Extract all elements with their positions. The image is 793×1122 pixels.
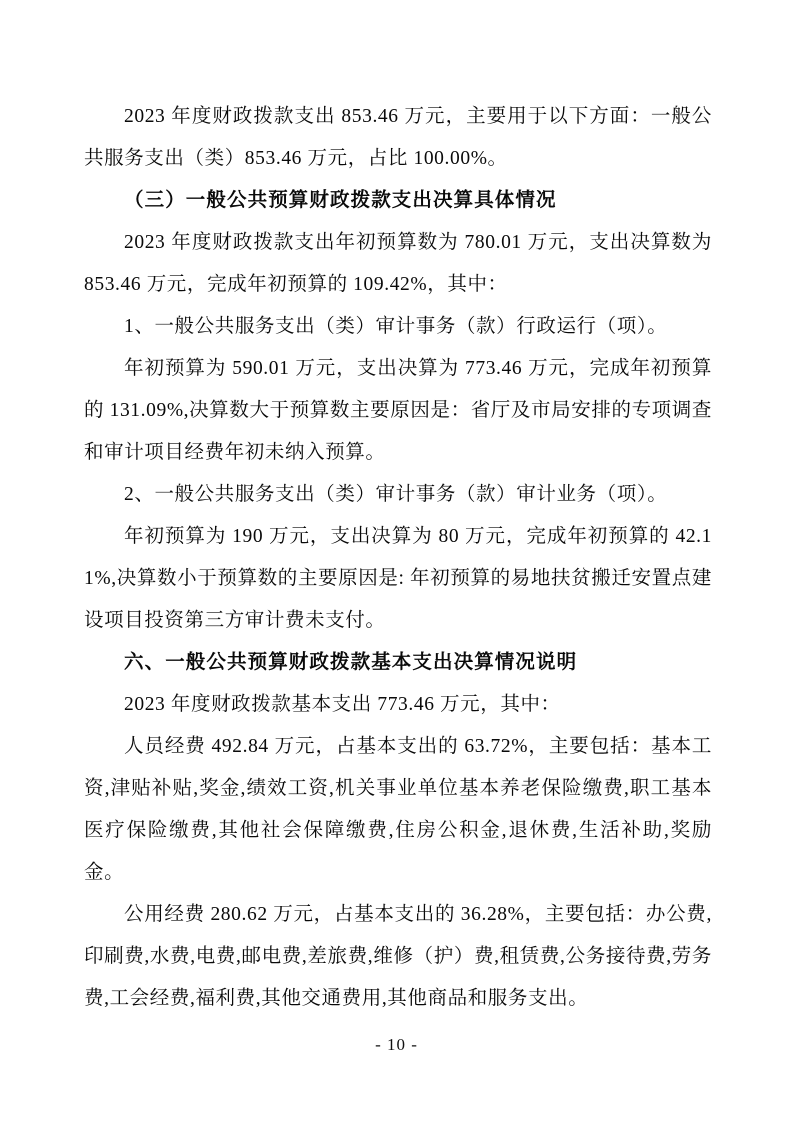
paragraph-item-2-detail: 年初预算为 190 万元，支出决算为 80 万元，完成年初预算的 42.11%,决算数小于预算数的主要原因是: 年初预算的易地扶贫搬迁安置点建设项目投资第三方审计费未支付。 xyxy=(84,526,712,631)
paragraph-item-1-title: 1、一般公共服务支出（类）审计事务（款）行政运行（项）。 xyxy=(124,316,668,337)
page-number: - 10 - xyxy=(375,1035,418,1054)
paragraph-item-1-detail: 年初预算为 590.01 万元，支出决算为 773.46 万元，完成年初预算的 131.09%,决算数大于预算数主要原因是：省厅及市局安排的专项调查和审计项目经费年初未纳入预算。 xyxy=(84,358,712,463)
paragraph-public-expenses: 公用经费 280.62 万元，占基本支出的 36.28%，主要包括：办公费,印刷费,水费,电费,邮电费,差旅费,维修（护）费,租赁费,公务接待费,劳务费,工会经费,福利费,其他交通费用,其他商品和服务支出。 xyxy=(84,904,712,1009)
paragraph-item-2-title: 2、一般公共服务支出（类）审计事务（款）审计业务（项）。 xyxy=(124,484,668,505)
paragraph-personnel-expenses: 人员经费 492.84 万元，占基本支出的 63.72%，主要包括：基本工资,津贴补贴,奖金,绩效工资,机关事业单位基本养老保险缴费,职工基本医疗保险缴费,其他社会保障缴费,住房公积金,退休费,生活补助,奖励金。 xyxy=(84,736,712,883)
document-body xyxy=(84,96,712,1020)
heading-section-six: 六、一般公共预算财政拨款基本支出决算情况说明 xyxy=(124,652,578,673)
paragraph-financial-allocation-expenditure: 2023 年度财政拨款支出 853.46 万元，主要用于以下方面：一般公共服务支出（类）853.46 万元，占比 100.00%。 xyxy=(84,106,712,169)
paragraph-basic-expenditure-total: 2023 年度财政拨款基本支出 773.46 万元，其中： xyxy=(124,694,561,715)
heading-section-three: （三）一般公共预算财政拨款支出决算具体情况 xyxy=(124,190,557,211)
paragraph-budget-vs-final: 2023 年度财政拨款支出年初预算数为 780.01 万元，支出决算数为 853.46 万元，完成年初预算的 109.42%，其中： xyxy=(84,232,712,295)
